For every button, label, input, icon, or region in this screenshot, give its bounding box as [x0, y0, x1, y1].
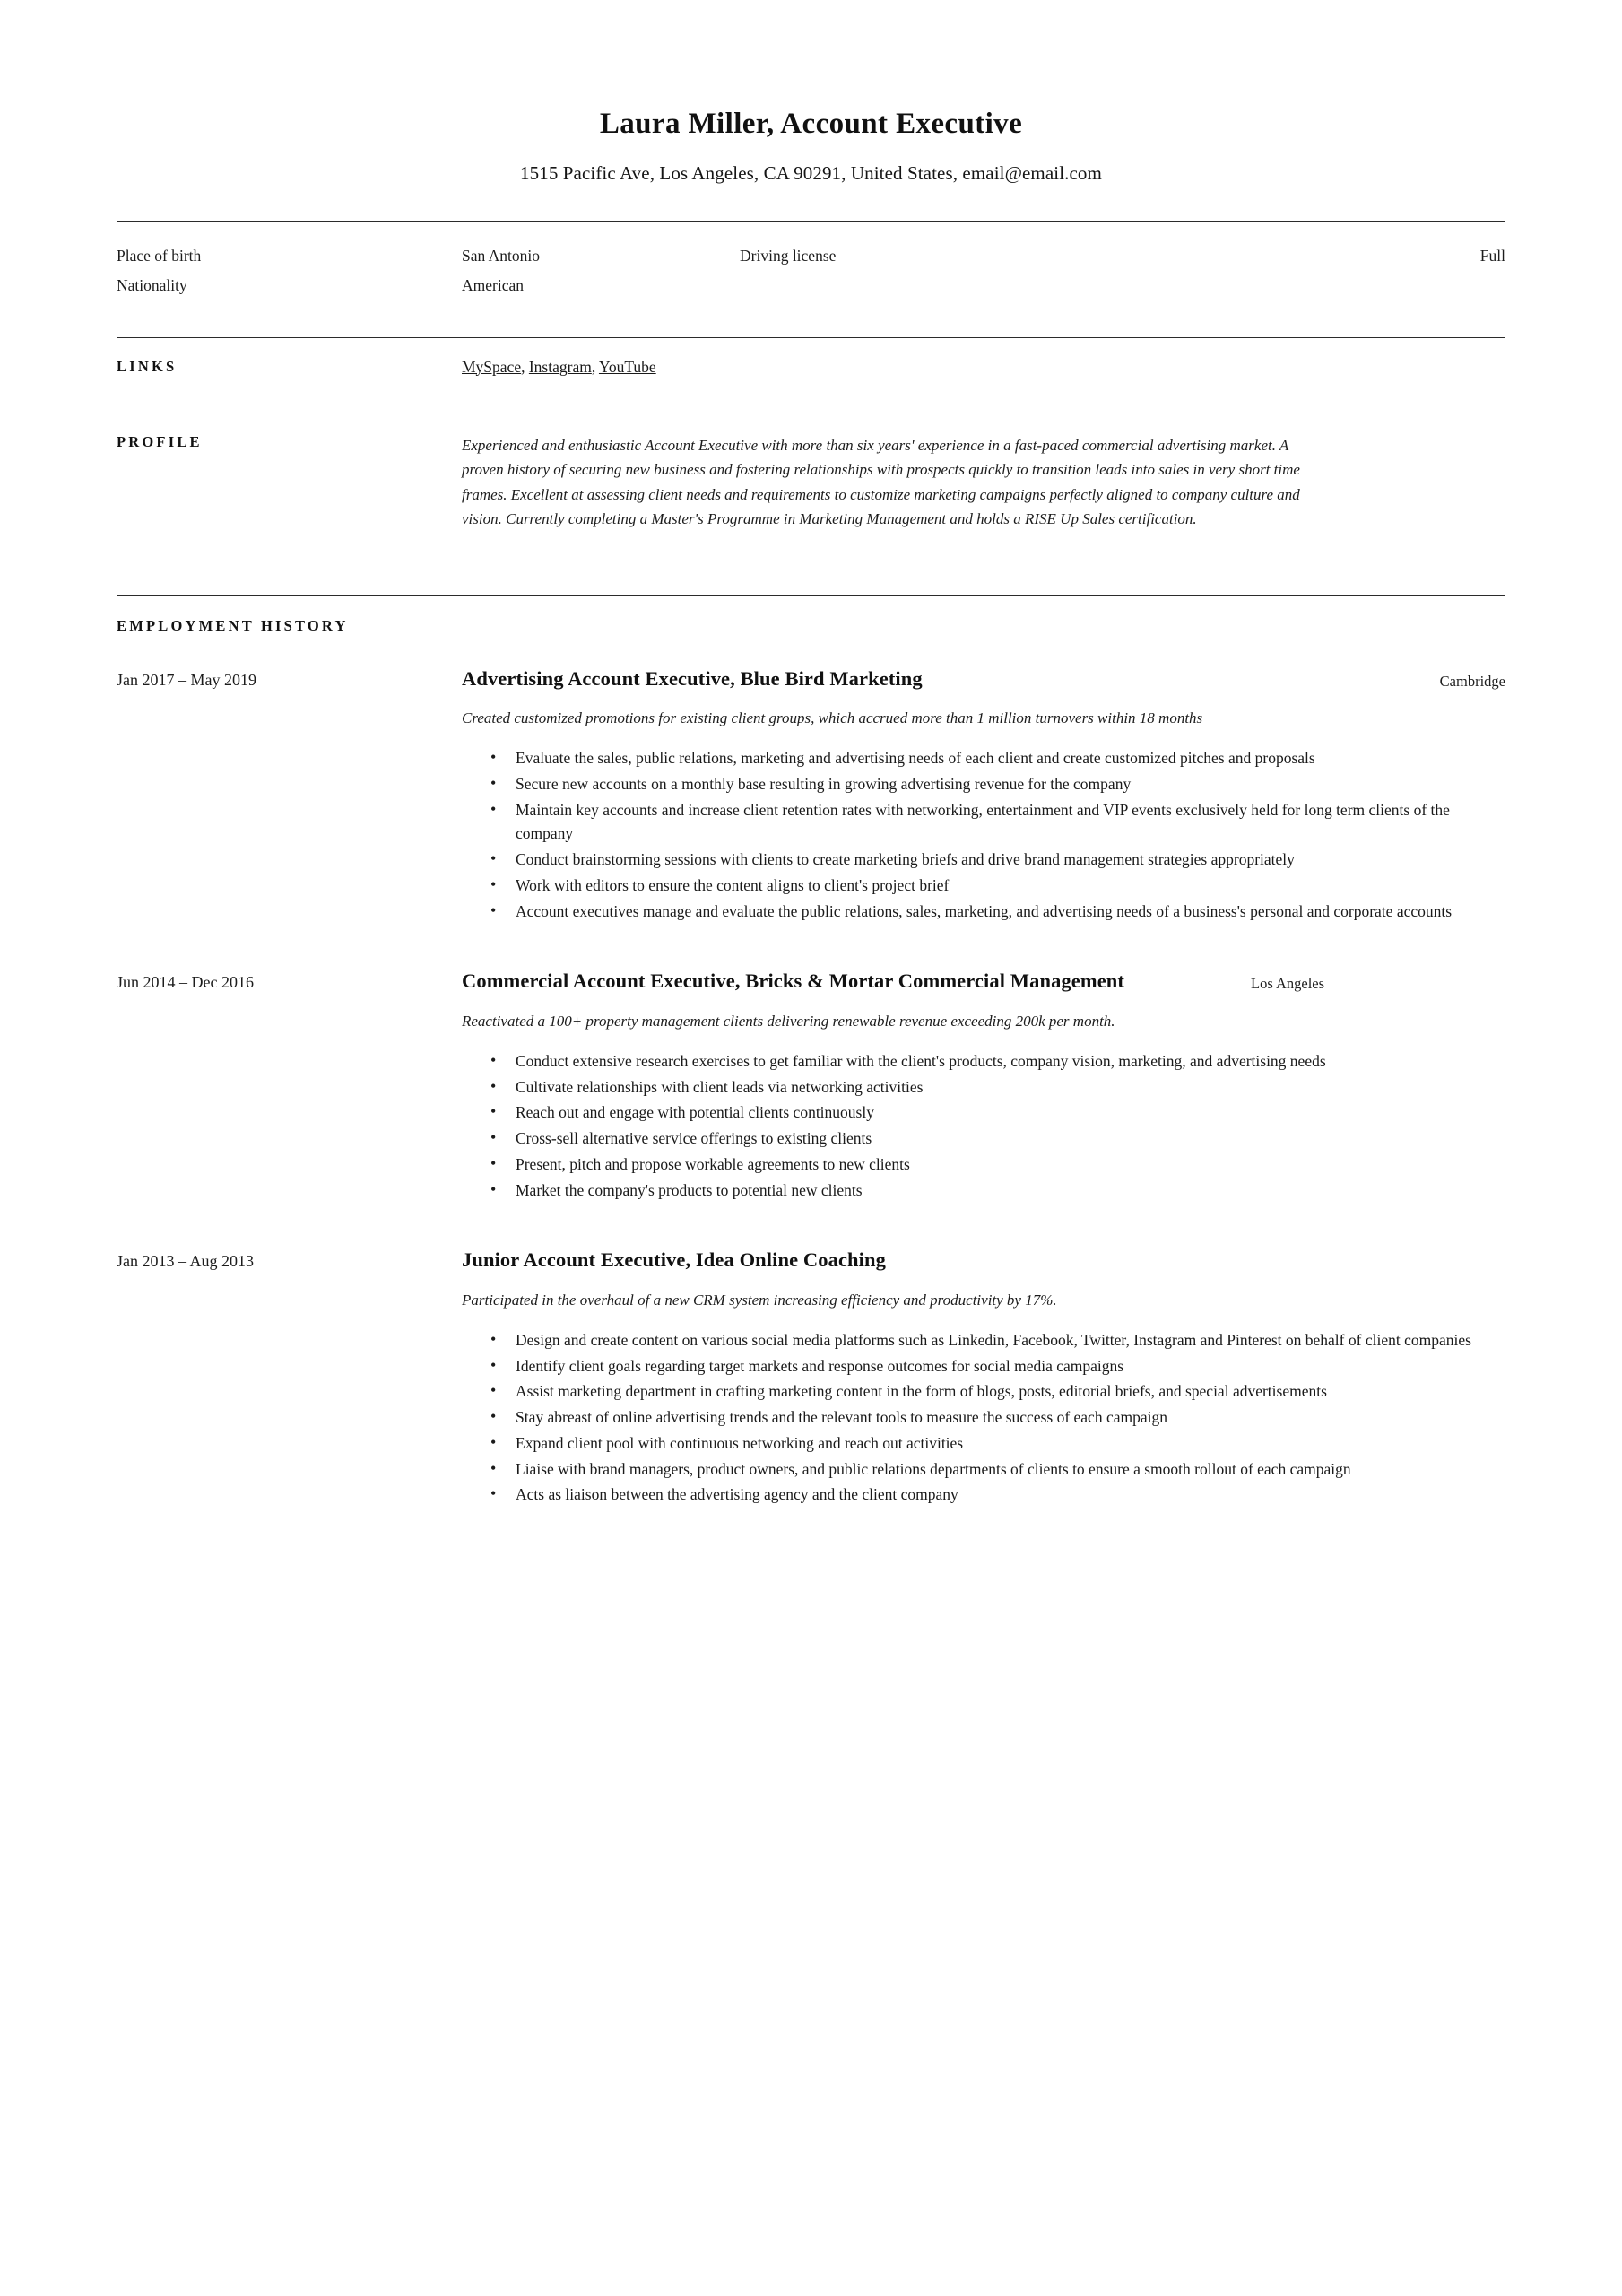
job-entry [117, 968, 1505, 1204]
divider-header [117, 221, 1505, 222]
list-item: • Conduct extensive research exercises to get familiar with the client's products, company vision, marketing, and advertising needs [516, 1049, 1493, 1074]
link-separator-2: , [591, 357, 599, 376]
job-header [462, 1247, 1505, 1273]
job-entry [117, 665, 1505, 926]
job-bullet-list [462, 1049, 1505, 1203]
nationality-value: American [462, 276, 524, 295]
list-item: • Conduct brainstorming sessions with clients to create marketing briefs and drive brand management strategies appropriately [516, 848, 1493, 872]
job-details [462, 968, 1505, 1204]
list-item: • Stay abreast of online advertising trends and the relevant tools to measure the success of each campaign [516, 1405, 1493, 1430]
links-heading: LINKS [117, 357, 178, 375]
links-section [117, 338, 1505, 377]
job-summary: Participated in the overhaul of a new CRM system increasing efficiency and productivity by 17%. [462, 1291, 1057, 1309]
driving-license-value: Full [1479, 247, 1505, 265]
list-item: • Cultivate relationships with client leads via networking activities [516, 1075, 1493, 1100]
driving-license-label: Driving license [740, 247, 837, 265]
job-title: Commercial Account Executive, Bricks & Mortar Commercial Management [462, 970, 1125, 993]
list-item: • Account executives manage and evaluate the public relations, sales, marketing, and advertising needs of a business's personal and corporate accounts [516, 900, 1493, 924]
job-header [462, 968, 1505, 994]
list-item: • Reach out and engage with potential clients continuously [516, 1100, 1493, 1125]
divider-employment [117, 595, 1505, 596]
list-item: • Maintain key accounts and increase client retention rates with networking, entertainment and VIP events exclusively held for long term clients of the company [516, 798, 1493, 847]
profile-text: Experienced and enthusiastic Account Executive with more than six years' experience in a fast-paced commercial advertising market. A proven history of securing new business and fostering relationships with prospects quickly to transition leads into sales in very short time frames. Excellent at assessing client needs and requirements to customize marketing campaigns perfectly aligned to company culture and vision. Currently completing a Master's Programme in Marketing Management and holds a RISE Up Sales certification. [462, 436, 1300, 528]
job-dates: Jan 2013 – Aug 2013 [117, 1252, 254, 1271]
job-header [462, 665, 1505, 691]
job-location: Cambridge [1439, 672, 1505, 690]
personal-details-section [117, 241, 1505, 301]
profile-heading: PROFILE [117, 432, 203, 450]
employment-history-heading: EMPLOYMENT HISTORY [117, 616, 349, 634]
job-details [462, 665, 1505, 926]
list-item: • Evaluate the sales, public relations, marketing and advertising needs of each client and create customized pitches and proposals [516, 746, 1493, 770]
employment-history-section [117, 665, 1505, 1509]
link-youtube[interactable]: YouTube [598, 357, 656, 376]
job-title: Advertising Account Executive, Blue Bird Marketing [462, 666, 923, 690]
link-separator-1: , [521, 357, 529, 376]
list-item: • Work with editors to ensure the content aligns to client's project brief [516, 874, 1493, 898]
links-list [462, 338, 1505, 377]
list-item: • Secure new accounts on a monthly base resulting in growing advertising revenue for the company [516, 772, 1493, 796]
list-item: • Design and create content on various social media platforms such as Linkedin, Facebook, Twitter, Instagram and Pinterest on behalf of client companies [516, 1328, 1493, 1352]
profile-section [117, 413, 1505, 532]
page-title: Laura Miller, Account Executive [599, 108, 1023, 140]
link-instagram[interactable]: Instagram [528, 357, 592, 376]
job-details [462, 1247, 1505, 1509]
job-entry [117, 1247, 1505, 1509]
contact-line: 1515 Pacific Ave, Los Angeles, CA 90291, United States, email@email.com [520, 162, 1102, 184]
link-myspace[interactable]: MySpace [462, 357, 522, 376]
job-location: Los Angeles [1251, 975, 1325, 993]
job-summary: Created customized promotions for existing client groups, which accrued more than 1 million turnovers within 18 months [462, 709, 1203, 726]
list-item: • Market the company's products to potential new clients [516, 1178, 1493, 1203]
list-item: • Expand client pool with continuous networking and reach out activities [516, 1431, 1493, 1456]
place-of-birth-label: Place of birth [117, 247, 202, 265]
list-item: • Identify client goals regarding target markets and response outcomes for social media campaigns [516, 1354, 1493, 1378]
list-item: • Present, pitch and propose workable agreements to new clients [516, 1152, 1493, 1177]
list-item: • Cross-sell alternative service offerings to existing clients [516, 1126, 1493, 1151]
list-item: • Liaise with brand managers, product owners, and public relations departments of clients to ensure a smooth rollout of each campaign [516, 1457, 1493, 1482]
detail-row-nationality [117, 271, 1505, 300]
list-item: • Assist marketing department in crafting marketing content in the form of blogs, posts, editorial briefs, and special advertisements [516, 1379, 1493, 1404]
job-bullet-list [462, 1328, 1505, 1507]
job-dates: Jun 2014 – Dec 2016 [117, 973, 254, 992]
list-item: • Acts as liaison between the advertising agency and the client company [516, 1483, 1493, 1507]
job-title: Junior Account Executive, Idea Online Coaching [462, 1248, 886, 1272]
job-summary: Reactivated a 100+ property management clients delivering renewable revenue exceeding 200k per month. [462, 1012, 1115, 1030]
detail-row-place-of-birth [117, 241, 1505, 271]
nationality-label: Nationality [117, 276, 187, 295]
place-of-birth-value: San Antonio [462, 247, 541, 265]
job-bullet-list [462, 746, 1505, 923]
job-dates: Jan 2017 – May 2019 [117, 670, 256, 689]
